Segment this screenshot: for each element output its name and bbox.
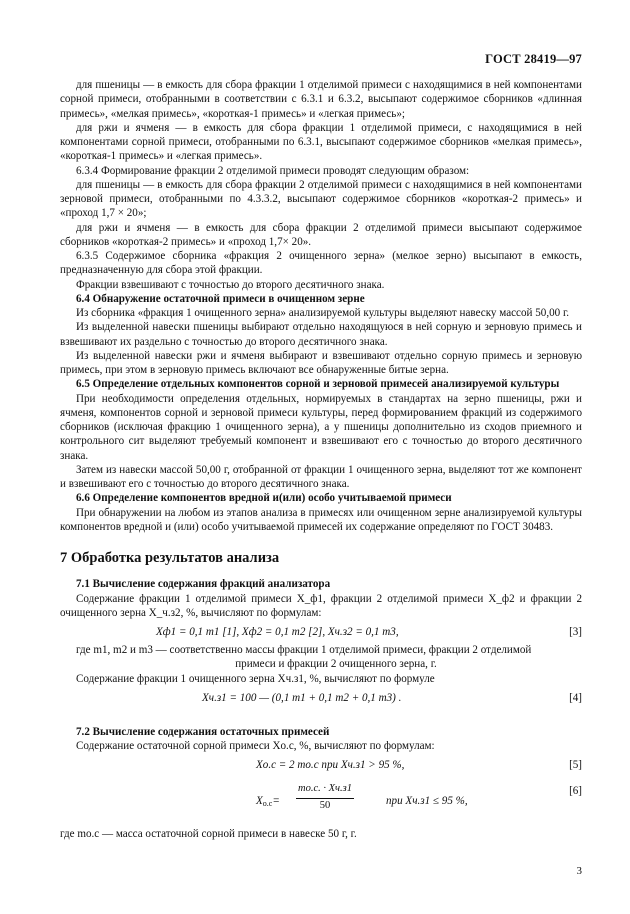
formula-4-text: Xч.з1 = 100 — (0,1 m1 + 0,1 m2 + 0,1 m3) . bbox=[202, 691, 402, 704]
formula-3-text: Xф1 = 0,1 m1 [1], Xф2 = 0,1 m2 [2], Xч.з2 = 0,1 m3, bbox=[156, 626, 399, 638]
paragraph: 6.3.5 Содержимое сборника «фракция 2 очищенного зерна» (мелкое зерно) высыпают в емкость, предназначенную для сбора этой фракции. bbox=[60, 250, 582, 277]
paragraph: для пшеницы — в емкость для сбора фракции 2 отделимой примеси с находящимися в ней компонентами зерновой примеси, отобранными по 4.3.3.2, высыпают содержимое сборников «короткая-2 примесь» и «проход 1,7 × 20»; bbox=[60, 178, 582, 220]
paragraph: Содержание фракции 1 очищенного зерна Xч.з1, %, вычисляют по формуле bbox=[76, 672, 435, 685]
paragraph: При обнаружении на любом из этапов анализа в примесях или очищенном зерне анализируемой культуры компонентов вредной и (или) особо учитываемой примесей их содержание определяют по ГОСТ 30483. bbox=[60, 506, 582, 533]
formula-6-fraction bbox=[296, 782, 354, 813]
subsection-heading-6-5: 6.5 Определение отдельных компонентов сорной и зерновой примесей анализируемой культуры bbox=[76, 378, 560, 391]
formula-6-denominator: 50 bbox=[319, 799, 331, 811]
subsection-heading-7-1: 7.1 Вычисление содержания фракций анализатора bbox=[76, 578, 331, 591]
formula-3 bbox=[60, 625, 582, 643]
formula-5-number: [5] bbox=[569, 759, 582, 772]
page-number: 3 bbox=[576, 865, 582, 877]
formula-3-legend-line2: примеси и фракции 2 очищенного зерна, г. bbox=[235, 658, 437, 671]
formula-6-lhs: Xо.с= bbox=[256, 795, 280, 809]
formula-6-numerator: mо.с. · Xч.з1 bbox=[296, 782, 354, 798]
formula-3-legend-line1: где m1, m2 и m3 — соответственно массы фракции 1 отделимой примеси, фракции 2 отделимой bbox=[76, 644, 532, 656]
paragraph: Из выделенной навески пшеницы выбирают отдельно находящуюся в ней сорную и зерновую примесь и взвешивают их раздельно с точностью до второго десятичного знака. bbox=[60, 321, 582, 348]
formula-3-number: [3] bbox=[569, 626, 582, 638]
section-heading-7: 7 Обработка результатов анализа bbox=[60, 550, 280, 566]
paragraph: для ржи и ячменя — в емкость для сбора фракции 2 отделимой примеси высыпают содержимое сборников «короткая-2 примесь» и «проход 1,7× 20». bbox=[60, 221, 582, 248]
paragraph: Фракции взвешивают с точностью до второго десятичного знака. bbox=[76, 278, 385, 291]
formula-6-condition: при Xч.з1 ≤ 95 %, bbox=[386, 795, 468, 808]
formula-6-legend: где mо.с — масса остаточной сорной примеси в навеске 50 г, г. bbox=[60, 828, 357, 841]
paragraph: При необходимости определения отдельных, нормируемых в стандартах на зерно пшеницы, ржи и ячменя, компонентов сорной и зерновой примеси культуры, перед формированием фракций из содержимого сборников (исключая фракцию 1 очищенного зерна), а у пшеницы дополнительно из сходов приемного и контрольного сит выделяют требуемый компонент и взвешивают его с точностью до второго десятичного знака. bbox=[60, 392, 582, 462]
paragraph: для пшеницы — в емкость для сбора фракции 1 отделимой примеси с находящимися в ней компонентами сорной примеси, отобранными в соответствии с 6.3.1 и 6.3.2, высыпают содержимое сборников «длинная примесь», «мелкая примесь», «короткая-1 примесь» и «легкая примесь»; bbox=[60, 79, 582, 120]
formula-5 bbox=[60, 758, 582, 776]
formula-4-number: [4] bbox=[569, 691, 582, 704]
formula-6-number: [6] bbox=[569, 785, 582, 798]
paragraph: Из выделенной навески ржи и ячменя выбирают и взвешивают отдельно сорную примесь и зерновую примесь, при этом в зерновую примесь включают все обнаруженные битые зерна. bbox=[60, 349, 582, 376]
paragraph: Содержание остаточной сорной примеси Xо.с, %, вычисляют по формулам: bbox=[76, 740, 435, 752]
paragraph: 6.3.4 Формирование фракции 2 отделимой примеси проводят следующим образом: bbox=[76, 164, 470, 177]
paragraph: для ржи и ячменя — в емкость для сбора фракции 1 отделимой примеси, с находящимися в ней компонентами сорной примеси, отобранными по 6.3.1, высыпают содержимое сборников «мелкая примесь», «короткая-1 примесь» и «легкая примесь». bbox=[60, 121, 582, 163]
paragraph: Затем из навески массой 50,00 г, отобранной от фракции 1 очищенного зерна, выделяют тот же компонент и взвешивают его с точностью до второго десятичного знака. bbox=[60, 463, 582, 490]
subsection-heading-7-2: 7.2 Вычисление содержания остаточных примесей bbox=[76, 725, 330, 738]
paragraph: Из сборника «фракция 1 очищенного зерна» анализируемой культуры выделяют навеску массой 50,00 г. bbox=[76, 307, 570, 319]
paragraph: Содержание фракции 1 отделимой примеси X_ф1, фракции 2 отделимой примеси X_ф2 и фракции 2 очищенного зерна X_ч.з2, %, вычисляют по формулам: bbox=[60, 592, 582, 619]
formula-5-text: Xо.с = 2 mо.с при Xч.з1 > 95 %, bbox=[256, 759, 405, 772]
document-body bbox=[60, 78, 582, 842]
formula-6 bbox=[60, 782, 582, 822]
formula-4 bbox=[60, 691, 582, 709]
subsection-heading-6-6: 6.6 Определение компонентов вредной и(или) особо учитываемой примеси bbox=[76, 492, 452, 505]
subsection-heading-6-4: 6.4 Обнаружение остаточной примеси в очищенном зерне bbox=[76, 292, 365, 305]
running-header: ГОСТ 28419—97 bbox=[485, 52, 582, 66]
